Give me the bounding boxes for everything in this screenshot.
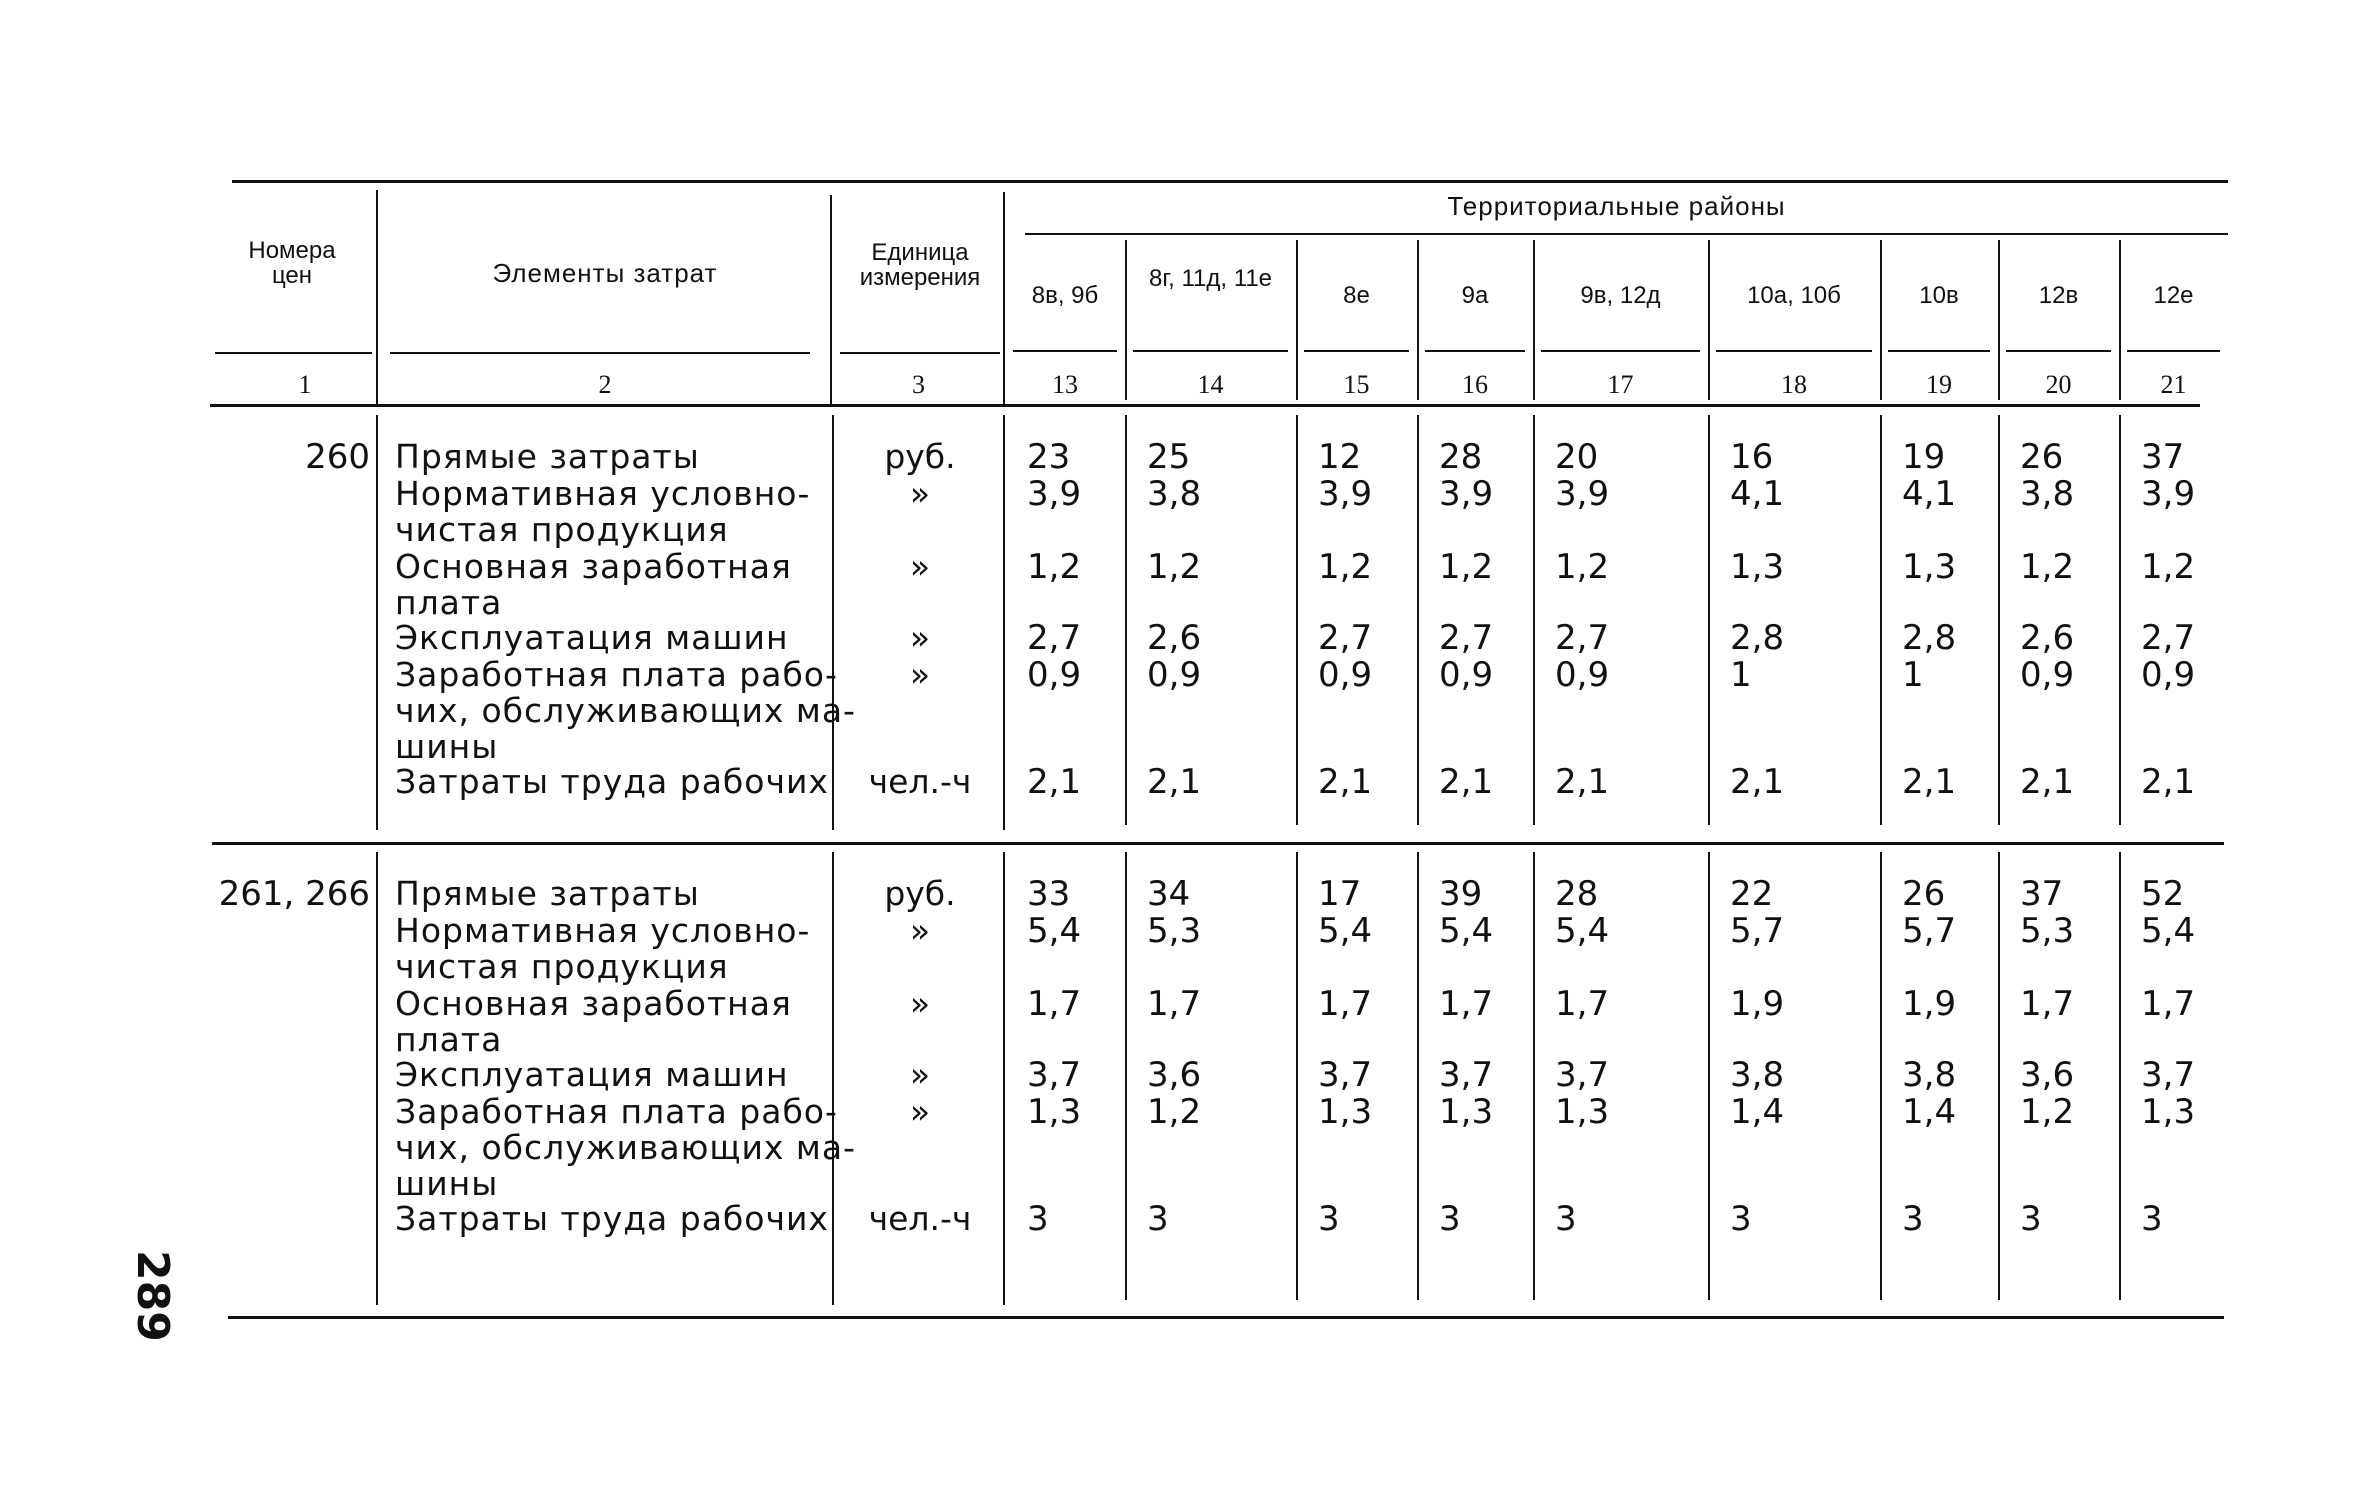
cost-element-line: Затраты труда рабочих: [395, 762, 829, 801]
cost-element-line: плата: [395, 583, 503, 622]
value-cell: 1,2: [1555, 547, 1610, 587]
value-cell: 2,7: [1027, 618, 1082, 658]
column-divider: [2119, 415, 2121, 825]
table-bottom-rule: [228, 1316, 2224, 1319]
column-divider: [1880, 852, 1882, 1300]
value-cell: 1,3: [1902, 547, 1957, 587]
value-cell: 0,9: [1027, 655, 1082, 695]
price-numbers-1: 260: [305, 437, 370, 477]
value-cell: 1,7: [1027, 984, 1082, 1024]
value-cell: 3: [1027, 1199, 1049, 1239]
value-cell: 12: [1318, 437, 1362, 477]
colnum-rule: [215, 352, 372, 354]
value-cell: 33: [1027, 874, 1071, 914]
column-divider: [1880, 240, 1882, 400]
page-number: 289: [127, 1250, 178, 1342]
cost-element-line: Прямые затраты: [395, 874, 700, 913]
value-cell: 1,2: [2020, 547, 2075, 587]
column-number-3: 3: [912, 370, 925, 399]
value-cell: 19: [1902, 437, 1946, 477]
value-cell: 3,9: [1555, 474, 1610, 514]
header-price-numbers: Номера цен: [248, 237, 336, 289]
value-cell: 16: [1730, 437, 1774, 477]
unit-cell: »: [909, 547, 931, 586]
value-cell: 37: [2141, 437, 2185, 477]
column-divider: [1708, 852, 1710, 1300]
column-divider: [1003, 415, 1005, 830]
value-cell: 3,7: [1027, 1055, 1082, 1095]
column-number-15: 15: [1343, 370, 1370, 399]
value-cell: 1,3: [1027, 1092, 1082, 1132]
table-top-rule: [232, 180, 2228, 183]
value-cell: 52: [2141, 874, 2185, 914]
value-cell: 2,7: [1555, 618, 1610, 658]
value-cell: 3: [2020, 1199, 2042, 1239]
value-cell: 3,8: [1147, 474, 1202, 514]
column-number-1: 1: [298, 370, 312, 399]
column-divider: [830, 195, 832, 404]
column-divider: [1417, 240, 1419, 400]
value-cell: 3,7: [1555, 1055, 1610, 1095]
column-divider: [1125, 415, 1127, 825]
cost-element-line: чистая продукция: [395, 947, 729, 986]
header-region-4: 9а: [1461, 282, 1489, 309]
column-divider: [1533, 852, 1535, 1300]
value-cell: 2,1: [2141, 762, 2196, 802]
value-cell: 2,1: [1902, 762, 1957, 802]
column-divider: [1125, 240, 1127, 400]
value-cell: 20: [1555, 437, 1599, 477]
colnum-rule: [390, 352, 810, 354]
header-region-8: 12в: [2038, 282, 2079, 309]
value-cell: 1,2: [1439, 547, 1494, 587]
column-divider: [1125, 852, 1127, 1300]
value-cell: 3,9: [1027, 474, 1082, 514]
value-cell: 3,6: [2020, 1055, 2075, 1095]
colnum-rule: [840, 352, 1000, 354]
header-unit: Единица измерения: [859, 239, 981, 291]
region-group-title: Территориальные районы: [1447, 191, 1786, 221]
value-cell: 0,9: [1147, 655, 1202, 695]
value-cell: 2,1: [1147, 762, 1202, 802]
cost-element-line: шины: [395, 727, 499, 766]
column-divider: [2119, 240, 2121, 400]
column-number-13: 13: [1052, 370, 1078, 399]
value-cell: 1,7: [2020, 984, 2075, 1024]
column-divider: [1417, 415, 1419, 825]
value-cell: 3: [1902, 1199, 1924, 1239]
unit-cell: »: [909, 911, 931, 950]
value-cell: 1: [1902, 655, 1924, 695]
value-cell: 3,9: [2141, 474, 2196, 514]
column-divider: [1296, 240, 1298, 400]
header-cost-elements: Элементы затрат: [492, 258, 718, 288]
value-cell: 25: [1147, 437, 1191, 477]
value-cell: 1,3: [1439, 1092, 1494, 1132]
column-divider: [1708, 415, 1710, 825]
column-divider: [1533, 240, 1535, 400]
value-cell: 2,1: [1439, 762, 1494, 802]
colnum-rule: [1133, 350, 1288, 352]
cost-element-line: чих, обслуживающих ма-: [395, 691, 856, 730]
header-region-2: 8г, 11д, 11е: [1148, 265, 1273, 292]
value-cell: 5,4: [2141, 911, 2196, 951]
value-cell: 3: [1147, 1199, 1169, 1239]
value-cell: 2,1: [1730, 762, 1785, 802]
unit-cell: »: [909, 984, 931, 1023]
value-cell: 3: [1555, 1199, 1577, 1239]
value-cell: 5,7: [1902, 911, 1957, 951]
column-divider: [376, 852, 378, 1305]
cost-element-line: Эксплуатация машин: [395, 618, 789, 657]
value-cell: 1,7: [1439, 984, 1494, 1024]
value-cell: 0,9: [2020, 655, 2075, 695]
colnum-rule: [1013, 350, 1117, 352]
value-cell: 26: [2020, 437, 2064, 477]
column-number-20: 20: [2045, 370, 2072, 399]
cost-element-line: Заработная плата рабо-: [395, 1092, 838, 1131]
value-cell: 2,1: [2020, 762, 2075, 802]
column-number-18: 18: [1781, 370, 1807, 399]
unit-cell: чел.-ч: [868, 762, 972, 801]
value-cell: 2,8: [1730, 618, 1785, 658]
value-cell: 26: [1902, 874, 1946, 914]
value-cell: 3,7: [1439, 1055, 1494, 1095]
value-cell: 2,1: [1027, 762, 1082, 802]
unit-cell: руб.: [884, 874, 956, 913]
value-cell: 1,3: [1730, 547, 1785, 587]
value-cell: 1,7: [2141, 984, 2196, 1024]
unit-cell: »: [909, 1055, 931, 1094]
column-divider: [1998, 852, 2000, 1300]
value-cell: 1,2: [1147, 1092, 1202, 1132]
unit-cell: руб.: [884, 437, 956, 476]
column-number-19: 19: [1926, 370, 1952, 399]
value-cell: 3,8: [2020, 474, 2075, 514]
value-cell: 1,2: [2141, 547, 2196, 587]
value-cell: 1,9: [1730, 984, 1785, 1024]
value-cell: 1,2: [2020, 1092, 2075, 1132]
column-divider: [376, 415, 378, 830]
column-divider: [1708, 240, 1710, 400]
value-cell: 39: [1439, 874, 1483, 914]
column-divider: [1296, 852, 1298, 1300]
value-cell: 28: [1555, 874, 1599, 914]
header-region-7: 10в: [1919, 282, 1959, 309]
value-cell: 1,7: [1555, 984, 1610, 1024]
column-number-2: 2: [598, 370, 612, 399]
cost-element-line: Нормативная условно-: [395, 911, 811, 950]
cost-element-line: Затраты труда рабочих: [395, 1199, 829, 1238]
value-cell: 2,7: [2141, 618, 2196, 658]
header-region-9: 12е: [2153, 282, 2194, 309]
column-divider: [832, 852, 834, 1305]
column-divider: [832, 415, 834, 830]
header-region-3: 8е: [1343, 282, 1370, 309]
value-cell: 1,3: [1318, 1092, 1373, 1132]
value-cell: 22: [1730, 874, 1774, 914]
value-cell: 0,9: [1555, 655, 1610, 695]
value-cell: 5,3: [2020, 911, 2075, 951]
value-cell: 3,9: [1439, 474, 1494, 514]
value-cell: 17: [1318, 874, 1362, 914]
column-number-16: 16: [1462, 370, 1488, 399]
cost-element-line: Основная заработная: [395, 547, 792, 586]
column-divider: [1533, 415, 1535, 825]
value-cell: 2,6: [2020, 618, 2075, 658]
region-group-rule: [1025, 233, 2228, 235]
value-cell: 1,7: [1147, 984, 1202, 1024]
cost-element-line: плата: [395, 1020, 503, 1059]
colnum-rule: [2127, 350, 2220, 352]
value-cell: 5,4: [1318, 911, 1373, 951]
column-divider: [2119, 852, 2121, 1300]
cost-element-line: Прямые затраты: [395, 437, 700, 476]
value-cell: 3,9: [1318, 474, 1373, 514]
value-cell: 1,3: [2141, 1092, 2196, 1132]
value-cell: 5,7: [1730, 911, 1785, 951]
value-cell: 5,3: [1147, 911, 1202, 951]
column-divider: [376, 190, 378, 404]
value-cell: 2,6: [1147, 618, 1202, 658]
cost-element-line: Нормативная условно-: [395, 474, 811, 513]
value-cell: 3,7: [1318, 1055, 1373, 1095]
cost-element-line: Основная заработная: [395, 984, 792, 1023]
value-cell: 1,2: [1027, 547, 1082, 587]
cost-element-line: чих, обслуживающих ма-: [395, 1128, 856, 1167]
value-cell: 28: [1439, 437, 1483, 477]
column-divider: [1003, 852, 1005, 1305]
value-cell: 0,9: [1318, 655, 1373, 695]
value-cell: 23: [1027, 437, 1071, 477]
column-divider: [1998, 240, 2000, 400]
value-cell: 4,1: [1730, 474, 1785, 514]
column-divider: [1998, 415, 2000, 825]
value-cell: 5,4: [1555, 911, 1610, 951]
unit-cell: чел.-ч: [868, 1199, 972, 1238]
unit-cell: »: [909, 618, 931, 657]
value-cell: 1,4: [1902, 1092, 1957, 1132]
price-numbers-2: 261, 266: [218, 874, 370, 914]
value-cell: 2,8: [1902, 618, 1957, 658]
value-cell: 5,4: [1027, 911, 1082, 951]
value-cell: 3: [1439, 1199, 1461, 1239]
value-cell: 34: [1147, 874, 1191, 914]
column-divider: [1880, 415, 1882, 825]
column-divider: [1003, 192, 1005, 404]
colnum-rule: [1716, 350, 1872, 352]
colnum-rule: [1888, 350, 1990, 352]
value-cell: 1,7: [1318, 984, 1373, 1024]
value-cell: 37: [2020, 874, 2064, 914]
unit-cell: »: [909, 1092, 931, 1131]
value-cell: 5,4: [1439, 911, 1494, 951]
value-cell: 0,9: [2141, 655, 2196, 695]
header-region-6: 10а, 10б: [1747, 282, 1841, 309]
column-number-21: 21: [2160, 370, 2187, 399]
column-divider: [1417, 852, 1419, 1300]
column-divider: [1296, 415, 1298, 825]
cost-element-line: чистая продукция: [395, 510, 729, 549]
value-cell: 1,2: [1318, 547, 1373, 587]
value-cell: 3,8: [1730, 1055, 1785, 1095]
value-cell: 3,8: [1902, 1055, 1957, 1095]
column-number-14: 14: [1197, 370, 1224, 399]
value-cell: 1,9: [1902, 984, 1957, 1024]
value-cell: 0,9: [1439, 655, 1494, 695]
header-region-1: 8в, 9б: [1031, 282, 1099, 309]
value-cell: 1: [1730, 655, 1752, 695]
value-cell: 2,1: [1555, 762, 1610, 802]
cost-element-line: шины: [395, 1164, 499, 1203]
value-cell: 1,3: [1555, 1092, 1610, 1132]
value-cell: 3: [1730, 1199, 1752, 1239]
colnum-rule: [1425, 350, 1525, 352]
cost-element-line: Эксплуатация машин: [395, 1055, 789, 1094]
colnum-rule: [1304, 350, 1409, 352]
colnum-rule: [2006, 350, 2111, 352]
value-cell: 2,7: [1439, 618, 1494, 658]
cost-element-line: Заработная плата рабо-: [395, 655, 838, 694]
unit-cell: »: [909, 655, 931, 694]
value-cell: 2,7: [1318, 618, 1373, 658]
value-cell: 1,4: [1730, 1092, 1785, 1132]
value-cell: 2,1: [1318, 762, 1373, 802]
value-cell: 3: [2141, 1199, 2163, 1239]
unit-cell: »: [909, 474, 931, 513]
colnum-rule: [1541, 350, 1700, 352]
value-cell: 3,6: [1147, 1055, 1202, 1095]
column-number-17: 17: [1607, 370, 1634, 399]
value-cell: 3: [1318, 1199, 1340, 1239]
group-separator-rule: [212, 842, 2224, 845]
header-region-5: 9в, 12д: [1580, 282, 1661, 309]
value-cell: 3,7: [2141, 1055, 2196, 1095]
value-cell: 4,1: [1902, 474, 1957, 514]
value-cell: 1,2: [1147, 547, 1202, 587]
header-bottom-rule: [210, 404, 2200, 407]
